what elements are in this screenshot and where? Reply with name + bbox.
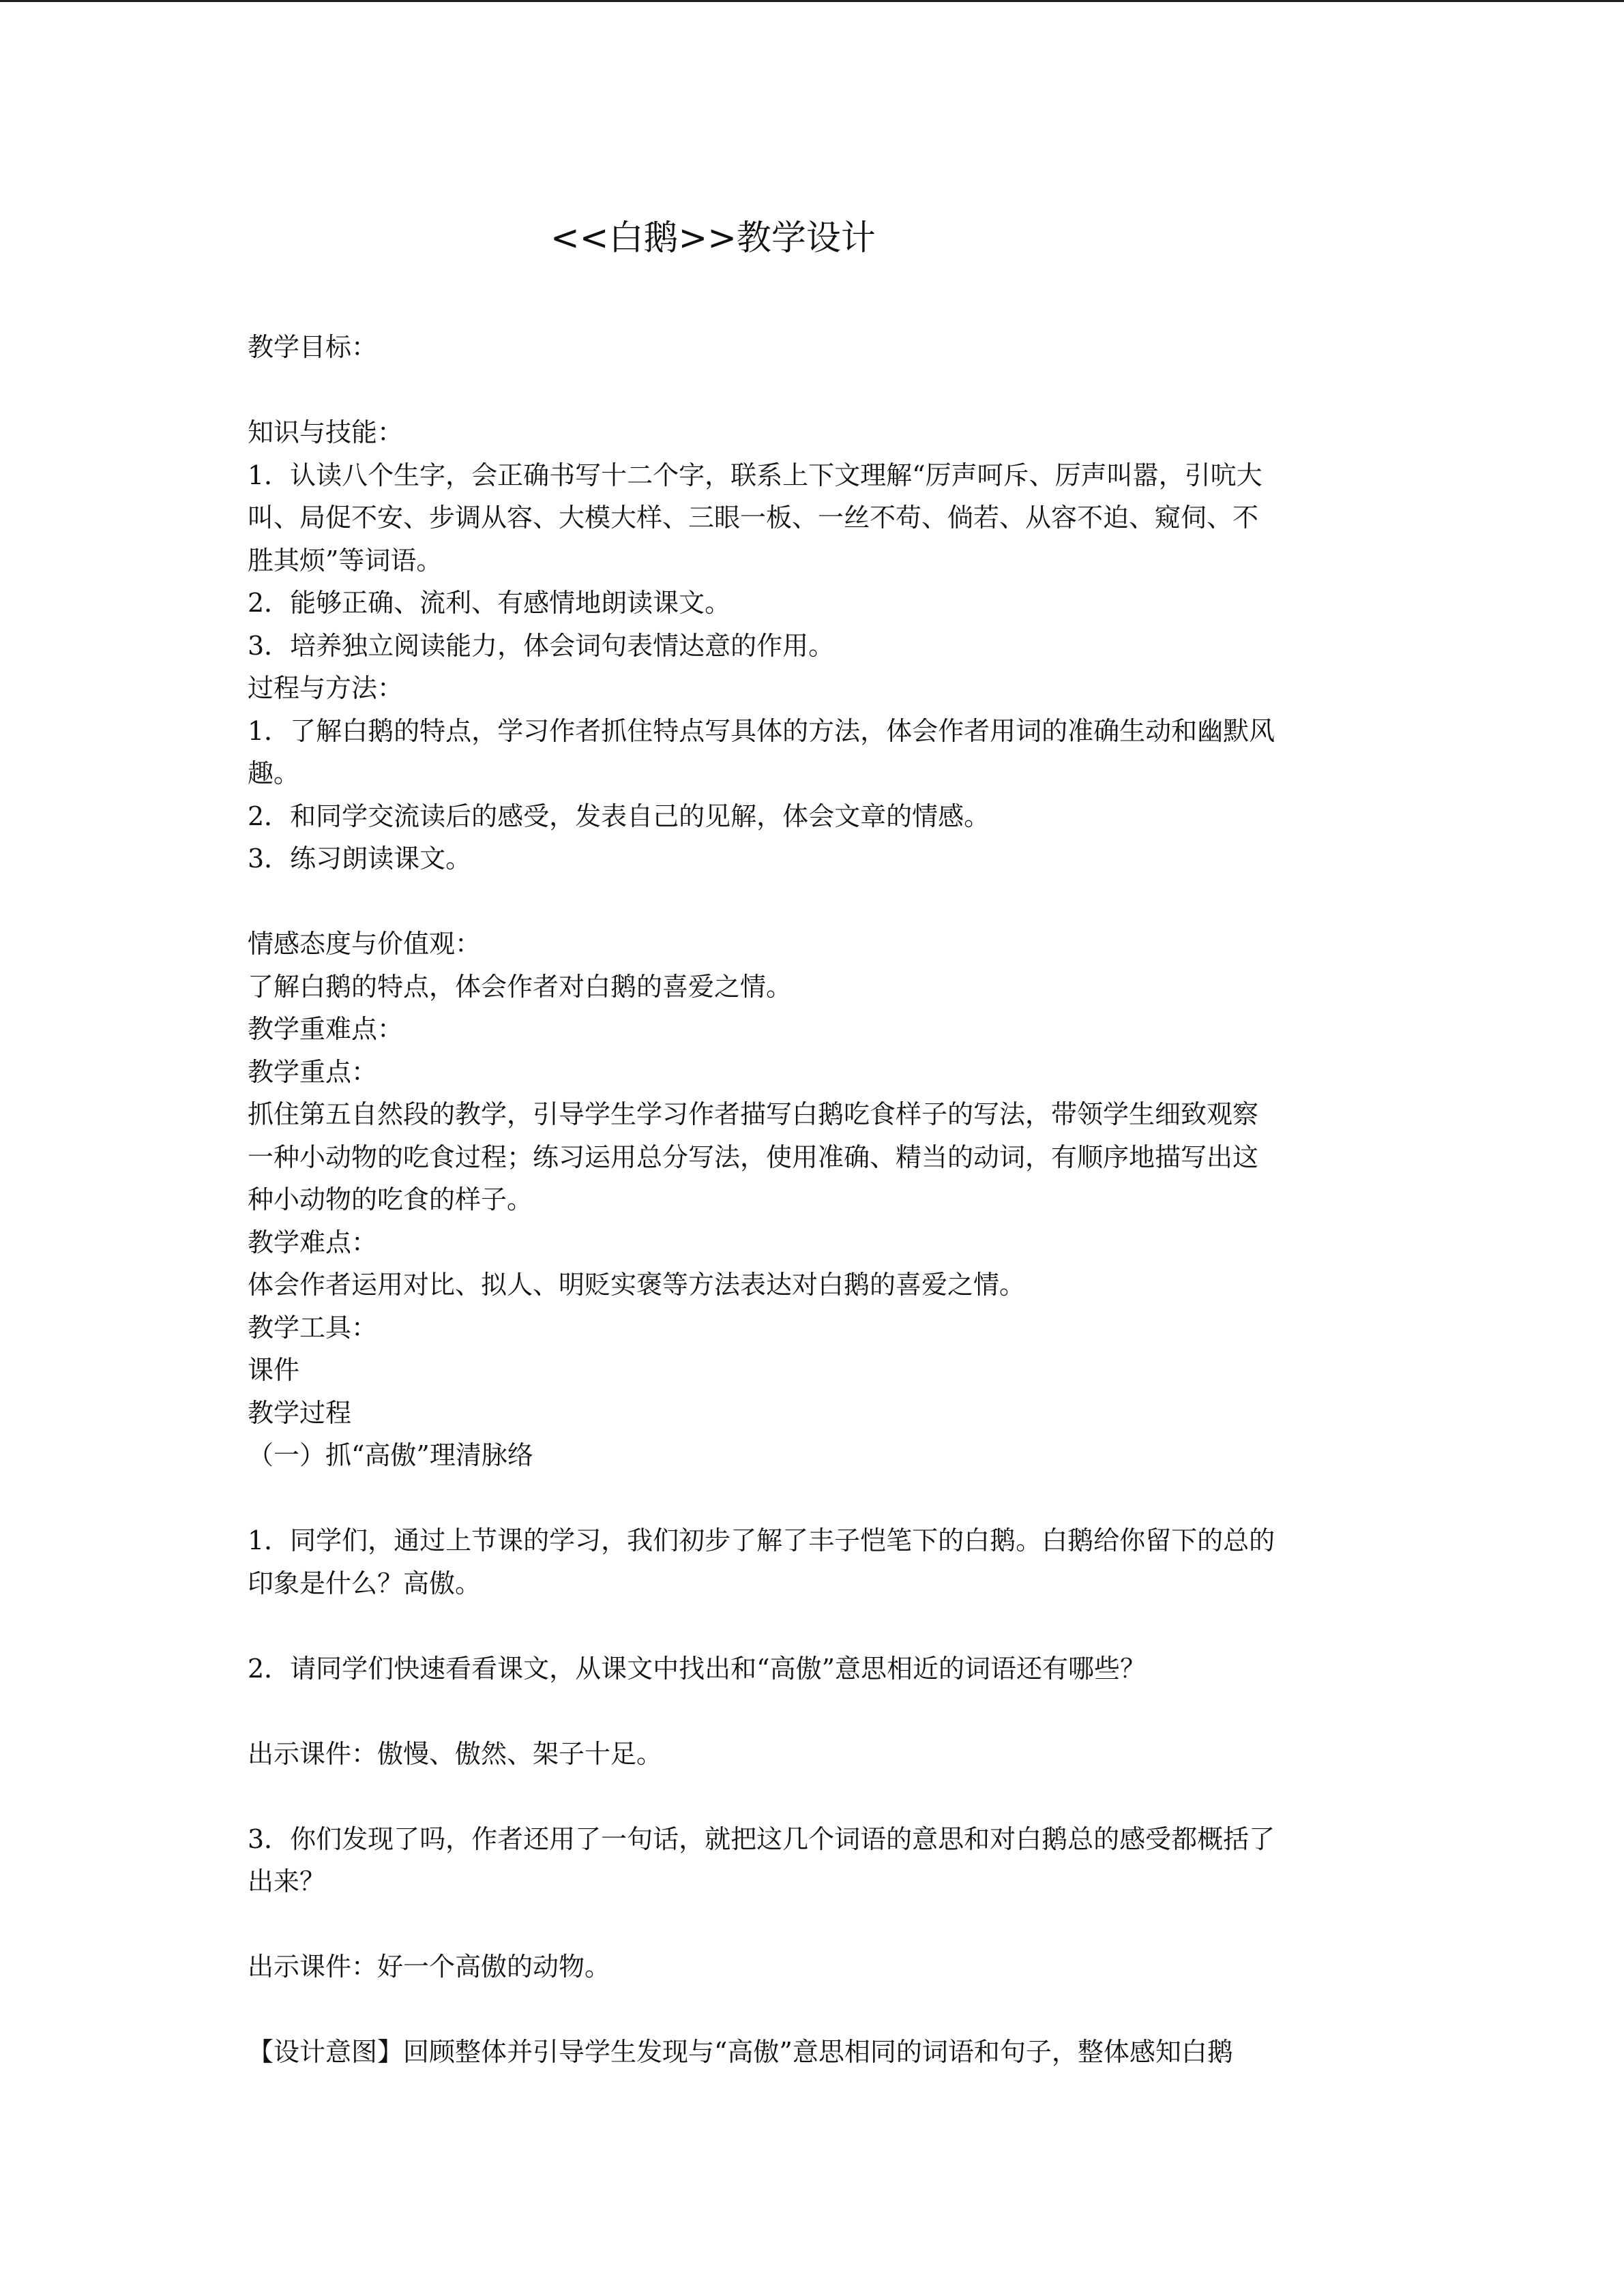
text-line: 抓住第五自然段的教学，引导学生学习作者描写白鹅吃食样子的写法，带领学生细致观察 xyxy=(248,1099,1259,1129)
text-line: 2．能够正确、流利、有感情地朗读课文。 xyxy=(248,588,731,618)
text-line: 教学难点： xyxy=(248,1227,378,1257)
text-line: 3．练习朗读课文。 xyxy=(248,844,472,874)
document-title: <<白鹅>>教学设计 xyxy=(550,218,876,258)
text-line: 叫、局促不安、步调从容、大模大样、三眼一板、一丝不苟、倘若、从容不迫、窥伺、不 xyxy=(248,503,1259,533)
document-body xyxy=(248,326,1380,2074)
page-top-border xyxy=(0,0,1624,2)
text-line: 2．请同学们快速看看课文，从课文中找出和“高傲”意思相近的词语还有哪些？ xyxy=(248,1653,1147,1684)
text-line: 情感态度与价值观： xyxy=(248,929,482,959)
blank-line xyxy=(248,1988,1380,2031)
text-line: 出来？ xyxy=(248,1866,326,1896)
text-line: 3．培养独立阅读能力，体会词句表情达意的作用。 xyxy=(248,630,835,661)
blank-line xyxy=(248,1690,1380,1733)
blank-line xyxy=(248,1775,1380,1818)
blank-line xyxy=(248,369,1380,412)
text-line: 趣。 xyxy=(248,758,300,788)
text-line: 【设计意图】回顾整体并引导学生发现与“高傲”意思相同的词语和句子，整体感知白鹅 xyxy=(248,2037,1233,2067)
text-line: 种小动物的吃食的样子。 xyxy=(248,1184,533,1214)
text-line: 教学过程 xyxy=(248,1397,352,1428)
text-line: 出示课件：傲慢、傲然、架子十足。 xyxy=(248,1738,663,1769)
text-line: 胜其烦”等词语。 xyxy=(248,545,443,576)
text-line: （一）抓“高傲”理清脉络 xyxy=(248,1440,533,1470)
text-line: 1．同学们，通过上节课的学习，我们初步了解了丰子恺笔下的白鹅。白鹅给你留下的总的 xyxy=(248,1525,1275,1555)
text-line: 1．认读八个生字，会正确书写十二个字，联系上下文理解“厉声呵斥、厉声叫嚣，引吭大 xyxy=(248,460,1263,490)
text-line: 一种小动物的吃食过程；练习运用总分写法，使用准确、精当的动词，有顺序地描写出这 xyxy=(248,1142,1259,1172)
blank-line xyxy=(248,1605,1380,1648)
text-line: 过程与方法： xyxy=(248,673,404,703)
text-line: 2．和同学交流读后的感受，发表自己的见解，体会文章的情感。 xyxy=(248,801,990,831)
text-line: 教学重点： xyxy=(248,1056,378,1087)
blank-line xyxy=(248,1903,1380,1946)
text-line: 出示课件：好一个高傲的动物。 xyxy=(248,1952,611,1982)
text-line: 知识与技能： xyxy=(248,417,404,447)
blank-line xyxy=(248,880,1380,923)
text-line: 1．了解白鹅的特点，学习作者抓住特点写具体的方法，体会作者用词的准确生动和幽默风 xyxy=(248,715,1275,746)
text-line: 教学目标： xyxy=(248,332,378,362)
text-line: 了解白鹅的特点，体会作者对白鹅的喜爱之情。 xyxy=(248,971,793,1002)
blank-line xyxy=(248,1477,1380,1520)
text-line: 印象是什么？高傲。 xyxy=(248,1568,482,1598)
text-line: 教学工具： xyxy=(248,1312,378,1343)
text-line: 体会作者运用对比、拟人、明贬实褒等方法表达对白鹅的喜爱之情。 xyxy=(248,1270,1026,1300)
text-line: 课件 xyxy=(248,1355,300,1385)
text-line: 教学重难点： xyxy=(248,1014,404,1044)
text-line: 3．你们发现了吗，作者还用了一句话，就把这几个词语的意思和对白鹅总的感受都概括了 xyxy=(248,1823,1275,1854)
